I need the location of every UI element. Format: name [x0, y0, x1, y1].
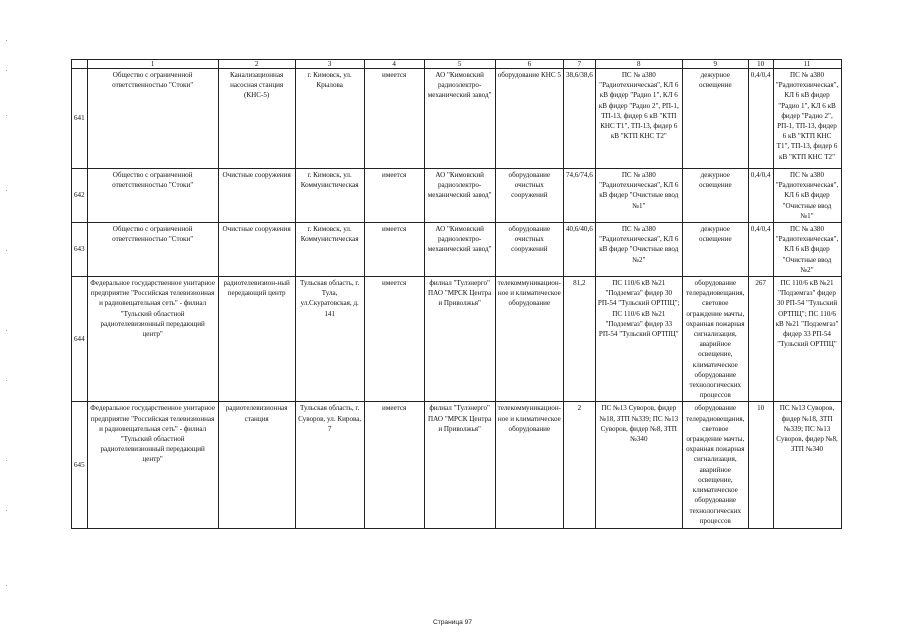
backup-cell: ПС 110/6 кВ №21 "Подземгаз" фидер 30 РП-54 "Тульский ОРТПЦ"; ПС 110/6 кВ №21 "Подземгаз" фидер 33 РП-54 "Тульский ОРТПЦ" [773, 277, 841, 402]
owner-cell: Общество с ограниченной ответственностью "Стоки" [87, 69, 218, 169]
header-cell: 8 [595, 60, 682, 69]
lighting-cell: дежурное освещение [682, 69, 748, 169]
equipment-cell: телекоммуникацион-ное и климатическое оборудование [495, 402, 563, 529]
header-cell: 7 [563, 60, 595, 69]
header-cell: 10 [748, 60, 773, 69]
object-cell: Очистные сооружения [218, 169, 295, 223]
equipment-cell: оборудование КНС 5 [495, 69, 563, 169]
supplier-cell: филиал "Тулэнерго" ПАО "МРСК Центра и Приволжья" [424, 277, 495, 402]
power-cell: 81,2 [563, 277, 595, 402]
lighting-cell: оборудование телерадиовещания, световое ограждение мачты, охранная пожарная сигнализация, аварийное освещение, климатическое оборудование технологических процессов [682, 277, 748, 402]
source-cell: ПС № а380 "Радиотехническая", КЛ 6 кВ фидер "Радио 1", КЛ 6 кВ фидер "Радио 2", РП-1, ТП-13, фидер 6 кВ "КТП КНС Т1", ТП-13, фидер 6 кВ "КТП КНС Т2" [595, 69, 682, 169]
header-cell: 3 [295, 60, 364, 69]
table-row [72, 402, 842, 529]
supplier-cell: АО "Кимовский радиоэлектро-механический завод" [424, 223, 495, 277]
equipment-cell: оборудование очистных сооружений [495, 169, 563, 223]
column-number-row [72, 60, 842, 69]
row-number: 642 [72, 169, 88, 223]
address-cell: г. Кимовск, ул. Крылова [295, 69, 364, 169]
voltage-cell: 0,4/0,4 [748, 69, 773, 169]
object-cell: Очистные сооружения [218, 223, 295, 277]
power-cell: 74,6/74,6 [563, 169, 595, 223]
table-row [72, 223, 842, 277]
page-edge-marks [6, 40, 8, 600]
row-number: 645 [72, 402, 88, 529]
voltage-cell: 267 [748, 277, 773, 402]
address-cell: г. Кимовск, ул. Коммунистическая [295, 169, 364, 223]
header-cell-blank [72, 60, 88, 69]
header-cell: 5 [424, 60, 495, 69]
header-cell: 9 [682, 60, 748, 69]
owner-cell: Общество с ограниченной ответственностью "Стоки" [87, 169, 218, 223]
row-number: 641 [72, 69, 88, 169]
power-cell: 2 [563, 402, 595, 529]
source-cell: ПС 110/6 кВ №21 "Подземгаз" фидер 30 РП-54 "Тульский ОРТПЦ"; ПС 110/6 кВ №21 "Подземгаз" фидер 33 РП-54 "Тульский ОРТПЦ" [595, 277, 682, 402]
power-cell: 38,6/38,6 [563, 69, 595, 169]
row-number: 644 [72, 277, 88, 402]
supplier-cell: АО "Кимовский радиоэлектро-механический завод" [424, 69, 495, 169]
source-cell: ПС № а380 "Радиотехническая", КЛ 6 кВ фидер "Очистные ввод №2" [595, 223, 682, 277]
presence-cell: имеется [364, 402, 424, 529]
owner-cell: Общество с ограниченной ответственностью "Стоки" [87, 223, 218, 277]
presence-cell: имеется [364, 223, 424, 277]
header-cell: 1 [87, 60, 218, 69]
backup-cell: ПС № а380 "Радиотехническая", КЛ 6 кВ фидер "Радио 1", КЛ 6 кВ фидер "Радио 2", РП-1, ТП-13, фидер 6 кВ "КТП КНС Т1", ТП-13, фидер 6 кВ "КТП КНС Т2" [773, 69, 841, 169]
voltage-cell: 0,4/0,4 [748, 223, 773, 277]
owner-cell: Федеральное государственное унитарное предприятие "Российская телевизионная и радиовещательная сеть" - филиал "Тульский областной радиотелевизионный передающий центр" [87, 277, 218, 402]
equipment-cell: телекоммуникацион-ное и климатическое оборудование [495, 277, 563, 402]
power-cell: 40,6/40,6 [563, 223, 595, 277]
table-row [72, 169, 842, 223]
presence-cell: имеется [364, 277, 424, 402]
address-cell: Тульская область, г. Суворов, ул. Кирова, 7 [295, 402, 364, 529]
lighting-cell: дежурное освещение [682, 223, 748, 277]
presence-cell: имеется [364, 169, 424, 223]
backup-cell: ПС № а380 "Радиотехническая", КЛ 6 кВ фидер "Очистные ввод №2" [773, 223, 841, 277]
table-row [72, 277, 842, 402]
header-cell: 6 [495, 60, 563, 69]
voltage-cell: 10 [748, 402, 773, 529]
lighting-cell: дежурное освещение [682, 169, 748, 223]
row-number: 643 [72, 223, 88, 277]
equipment-cell: оборудование очистных сооружений [495, 223, 563, 277]
lighting-cell: оборудование телерадиовещания, световое ограждение мачты, охранная пожарная сигнализация, аварийное освещение, климатическое оборудование технологических процессов [682, 402, 748, 529]
supplier-cell: филиал "Тулэнерго" ПАО "МРСК Центра и Приволжья" [424, 402, 495, 529]
data-table [71, 59, 842, 529]
object-cell: радиотелевизион-ный передающий центр [218, 277, 295, 402]
object-cell: Канализационная насосная станция (КНС-5) [218, 69, 295, 169]
backup-cell: ПС №13 Суворов, фидер №18, ЗТП №339; ПС №13 Суворов, фидер №8, ЗТП №340 [773, 402, 841, 529]
source-cell: ПС № а380 "Радиотехническая", КЛ 6 кВ фидер "Очистные ввод №1" [595, 169, 682, 223]
backup-cell: ПС № а380 "Радиотехническая", КЛ 6 кВ фидер "Очистные ввод №1" [773, 169, 841, 223]
presence-cell: имеется [364, 69, 424, 169]
address-cell: Тульская область, г. Тула, ул.Скуратовская, д. 141 [295, 277, 364, 402]
header-cell: 4 [364, 60, 424, 69]
supplier-cell: АО "Кимовский радиоэлектро-механический завод" [424, 169, 495, 223]
page-footer: Страница 97 [432, 619, 473, 626]
object-cell: радиотелевизионная станция [218, 402, 295, 529]
address-cell: г. Кимовск, ул. Коммунистическая [295, 223, 364, 277]
owner-cell: Федеральное государственное унитарное предприятие "Российская телевизионная и радиовещательная сеть" - филиал "Тульский областной радиотелевизионный передающий центр" [87, 402, 218, 529]
voltage-cell: 0,4/0,4 [748, 169, 773, 223]
table-row [72, 69, 842, 169]
header-cell: 11 [773, 60, 841, 69]
document-page [71, 59, 842, 529]
header-cell: 2 [218, 60, 295, 69]
source-cell: ПС №13 Суворов, фидер №18, ЗТП №339; ПС №13 Суворов, фидер №8, ЗТП №340 [595, 402, 682, 529]
